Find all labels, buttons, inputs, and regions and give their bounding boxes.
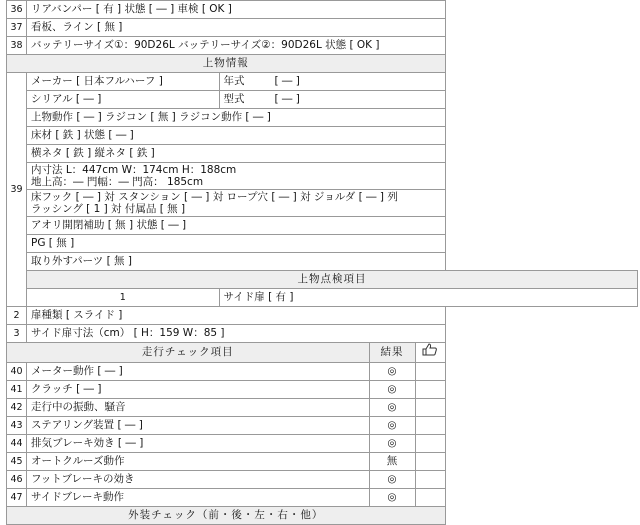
- row-text: クラッチ [ ― ]: [27, 381, 370, 399]
- row-number: 36: [7, 1, 27, 19]
- table-row: [7, 489, 638, 507]
- row-text: サイド扉寸法（cm） [ H：159 W：85 ]: [27, 325, 446, 343]
- row-number: 39: [7, 73, 27, 307]
- row-text: リアバンパー [ 有 ] 状態 [ ― ] 車検 [ OK ]: [27, 1, 446, 19]
- row-number: 42: [7, 399, 27, 417]
- section-header: [7, 343, 638, 363]
- result-cell: ◎: [369, 471, 415, 489]
- row-number: 37: [7, 19, 27, 37]
- blank-cell: [415, 435, 445, 453]
- table-row: [7, 325, 638, 343]
- row-number: 43: [7, 417, 27, 435]
- table-row: [7, 381, 638, 399]
- result-cell: ◎: [369, 489, 415, 507]
- dimensions-field: [27, 163, 446, 190]
- blank-cell: [415, 417, 445, 435]
- table-row: [7, 235, 638, 253]
- section-exterior-title: 外装チェック（前・後・左・右・他）: [7, 507, 446, 525]
- year-value: [ ― ]: [274, 75, 300, 87]
- pg-field: PG [ 無 ]: [27, 235, 446, 253]
- table-row: [7, 190, 638, 217]
- row-number: 47: [7, 489, 27, 507]
- row-text: バッテリーサイズ①：90D26L バッテリーサイズ②：90D26L 状態 [ OK ]: [27, 37, 446, 55]
- inspection-table: [6, 0, 638, 525]
- result-cell: ◎: [369, 417, 415, 435]
- table-row: [7, 163, 638, 190]
- result-cell: ◎: [369, 435, 415, 453]
- result-cell: 無: [369, 453, 415, 471]
- blank-cell: [415, 381, 445, 399]
- thumbs-up-icon: [415, 343, 445, 363]
- row-number: 38: [7, 37, 27, 55]
- table-row: [7, 37, 638, 55]
- row-number: 45: [7, 453, 27, 471]
- section-inspect-title: 上物点検項目: [27, 271, 638, 289]
- inner-dimensions: 内寸法 L：447cm W：174cm H：188cm: [31, 164, 237, 176]
- result-cell: ◎: [369, 381, 415, 399]
- row-number: 2: [7, 307, 27, 325]
- row-number: 46: [7, 471, 27, 489]
- table-row: [7, 363, 638, 381]
- row-text: 扉種類 [ スライド ]: [27, 307, 446, 325]
- row-text: サイド扉 [ 有 ]: [219, 289, 638, 307]
- table-row: [7, 1, 638, 19]
- table-row: [7, 127, 638, 145]
- result-cell: ◎: [369, 363, 415, 381]
- table-row: [7, 145, 638, 163]
- beams-field: 横ネタ [ 鉄 ] 縦ネタ [ 鉄 ]: [27, 145, 446, 163]
- gate-assist-field: アオリ開閉補助 [ 無 ] 状態 [ ― ]: [27, 217, 446, 235]
- model-value: [ ― ]: [274, 93, 300, 105]
- removable-parts-field: 取り外すパーツ [ 無 ]: [27, 253, 446, 271]
- table-row: [7, 435, 638, 453]
- row-number: 40: [7, 363, 27, 381]
- blank-cell: [415, 363, 445, 381]
- row-text: 看板、ライン [ 無 ]: [27, 19, 446, 37]
- section-header: [7, 507, 638, 525]
- section-run-title: 走行チェック項目: [7, 343, 370, 363]
- table-row: [7, 453, 638, 471]
- table-row: [7, 109, 638, 127]
- inspection-sheet: [6, 0, 638, 525]
- motion-field: 上物動作 [ ― ] ラジコン [ 無 ] ラジコン動作 [ ― ]: [27, 109, 446, 127]
- section-header: [7, 271, 638, 289]
- model-field: [219, 91, 445, 109]
- thumbs-up-icon-svg: [422, 343, 438, 356]
- table-row: [7, 289, 638, 307]
- row-text: ステアリング装置 [ ― ]: [27, 417, 370, 435]
- maker-field: メーカー [ 日本フルハーフ ]: [27, 73, 220, 91]
- section-header: [7, 55, 638, 73]
- year-label: 年式: [223, 75, 245, 87]
- result-header: 結果: [369, 343, 415, 363]
- table-row: [7, 19, 638, 37]
- section-upper-title: 上物情報: [7, 55, 446, 73]
- table-row: [7, 73, 638, 91]
- table-row: [7, 253, 638, 271]
- result-cell: ◎: [369, 399, 415, 417]
- row-text: メーター動作 [ ― ]: [27, 363, 370, 381]
- model-label: 型式: [223, 93, 245, 105]
- row-text: 排気ブレーキ効き [ ― ]: [27, 435, 370, 453]
- row-number: 1: [27, 289, 220, 307]
- blank-cell: [415, 453, 445, 471]
- table-row: [7, 399, 638, 417]
- blank-cell: [415, 489, 445, 507]
- floor-field: 床材 [ 鉄 ] 状態 [ ― ]: [27, 127, 446, 145]
- table-row: [7, 417, 638, 435]
- row-text: 走行中の振動、騒音: [27, 399, 370, 417]
- serial-field: シリアル [ ― ]: [27, 91, 220, 109]
- row-text: サイドブレーキ動作: [27, 489, 370, 507]
- hooks-line-2: ラッシング [ 1 ] 対 付属品 [ 無 ]: [31, 203, 186, 215]
- table-row: [7, 307, 638, 325]
- row-text: フットブレーキの効き: [27, 471, 370, 489]
- row-number: 41: [7, 381, 27, 399]
- hooks-field: [27, 190, 446, 217]
- blank-cell: [415, 399, 445, 417]
- ground-dimensions: 地上高：― 門幅：― 門高： 185cm: [31, 176, 204, 188]
- row-number: 44: [7, 435, 27, 453]
- table-row: [7, 91, 638, 109]
- year-field: [219, 73, 445, 91]
- row-text: オートクルーズ動作: [27, 453, 370, 471]
- table-row: [7, 217, 638, 235]
- hooks-line-1: 床フック [ ― ] 対 スタンション [ ― ] 対 ロープ穴 [ ― ] 対 ジョルダ [ ― ] 列: [31, 191, 398, 203]
- row-number: 3: [7, 325, 27, 343]
